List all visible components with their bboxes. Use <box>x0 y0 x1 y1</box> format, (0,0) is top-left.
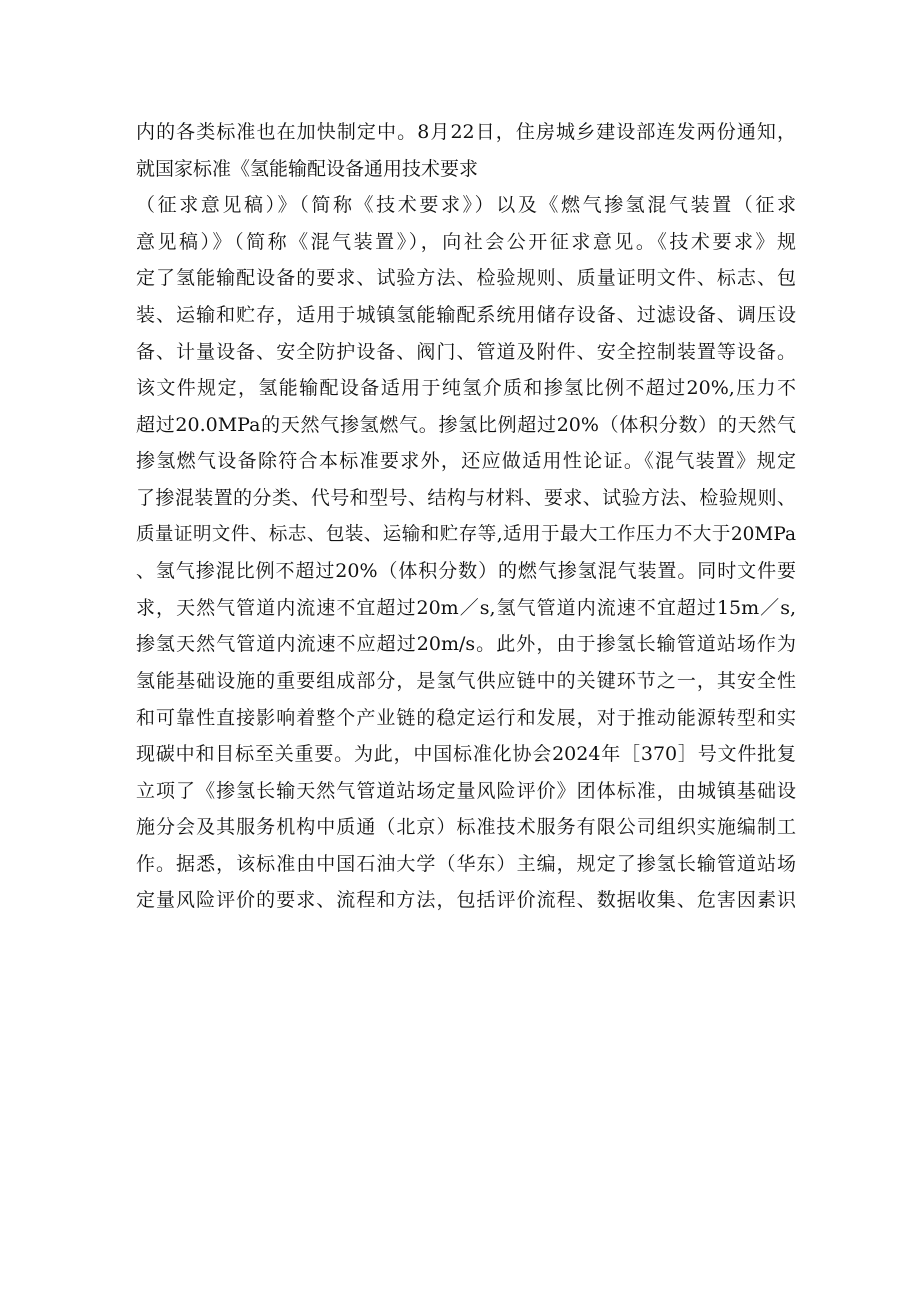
text-line: 该文件规定，氢能输配设备适用于纯氢介质和掺氢比例不超过20%,压力不 <box>136 377 796 400</box>
body-paragraph <box>136 114 796 919</box>
text-line: 内的各类标准也在加快制定中。8月22日，住房城乡建设部连发两份通知， <box>136 121 796 143</box>
text-line: 了掺混装置的分类、代号和型号、结构与材料、要求、试验方法、检验规则、 <box>136 486 796 509</box>
text-line: 备、计量设备、安全防护设备、阀门、管道及附件、安全控制装置等设备。 <box>136 340 796 363</box>
text-line: 现碳中和目标至关重要。为此，中国标准化协会2024年［370］号文件批复 <box>136 743 796 766</box>
text-line: 定了氢能输配设备的要求、试验方法、检验规则、质量证明文件、标志、包 <box>136 267 796 290</box>
text-line: 超过20.0MPa的天然气掺氢燃气。掺氢比例超过20%（体积分数）的天然气 <box>136 413 796 436</box>
text-line: 立项了《掺氢长输天然气管道站场定量风险评价》团体标准，由城镇基础设 <box>136 779 796 802</box>
text-line: 就国家标准《氢能输配设备通用技术要求 <box>136 157 479 180</box>
text-line: 掺氢燃气设备除符合本标准要求外，还应做适用性论证。《混气装置》规定 <box>136 450 796 473</box>
text-line: 求，天然气管道内流速不宜超过20m／s,氢气管道内流速不宜超过15m／s, <box>136 596 796 619</box>
text-line: 意见稿）》（简称《混气装置》），向社会公开征求意见。《技术要求》规 <box>136 230 796 253</box>
text-line: 和可靠性直接影响着整个产业链的稳定运行和发展，对于推动能源转型和实 <box>136 706 796 729</box>
text-line: 装、运输和贮存，适用于城镇氢能输配系统用储存设备、过滤设备、调压设 <box>136 303 796 326</box>
text-line: 作。据悉，该标准由中国石油大学（华东）主编，规定了掺氢长输管道站场 <box>136 852 796 875</box>
text-line: 质量证明文件、标志、包装、运输和贮存等,适用于最大工作压力不大于20MPa <box>136 523 796 545</box>
text-line: 定量风险评价的要求、流程和方法，包括评价流程、数据收集、危害因素识 <box>136 889 796 912</box>
text-line: 施分会及其服务机构中质通（北京）标准技术服务有限公司组织实施编制工 <box>136 816 796 839</box>
text-line: 、氢气掺混比例不超过20%（体积分数）的燃气掺氢混气装置。同时文件要 <box>136 560 796 583</box>
text-line: （征求意见稿）》（简称《技术要求》）以及《燃气掺氢混气装置（征求 <box>136 194 796 217</box>
text-line: 掺氢天然气管道内流速不应超过20m/s。此外，由于掺氢长输管道站场作为 <box>136 633 796 656</box>
text-line: 氢能基础设施的重要组成部分，是氢气供应链中的关键环节之一，其安全性 <box>136 669 796 692</box>
